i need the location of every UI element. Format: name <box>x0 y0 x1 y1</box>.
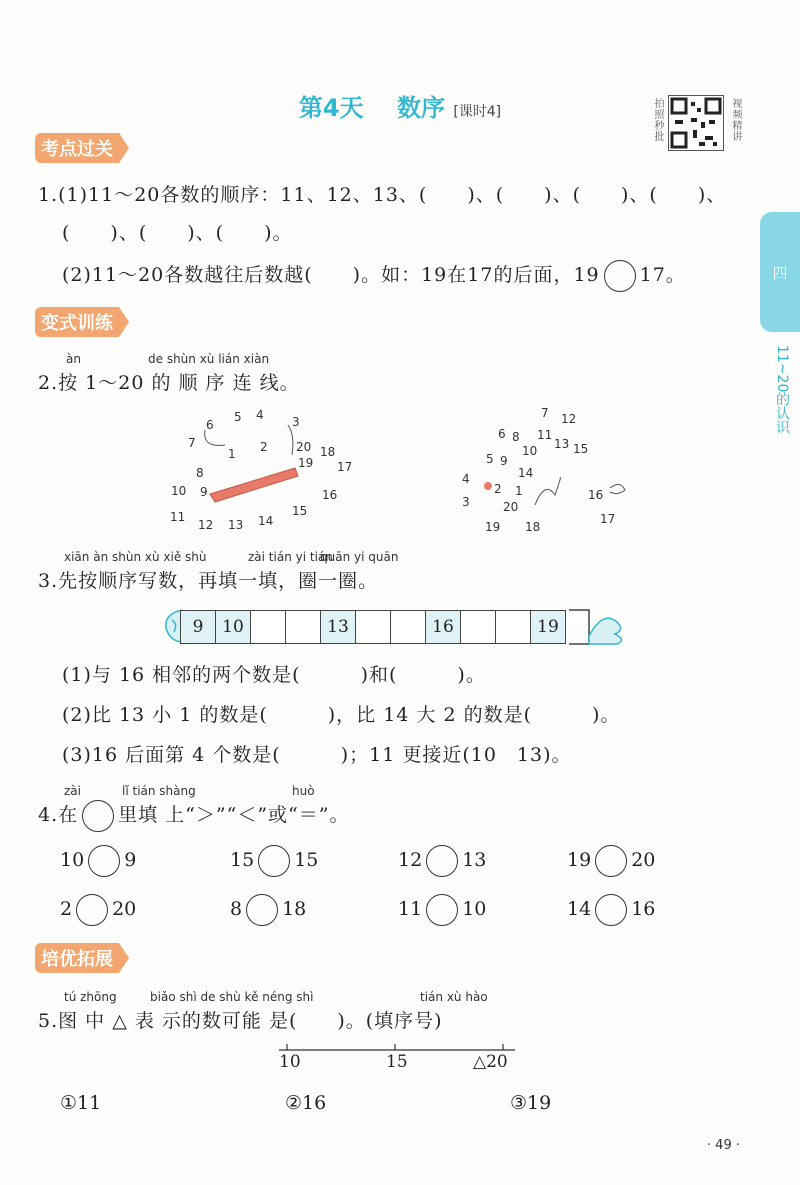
unit-side-tab <box>760 212 800 332</box>
q3-pinyin-2: zài tián yi tián <box>248 550 333 564</box>
number-line-tick: △20 <box>473 1052 508 1072</box>
q1-line2: ( )、( )、( )。 <box>62 222 293 244</box>
section-tag-2: 变式训练 <box>35 307 119 337</box>
q1-part2-end: 17。 <box>639 264 686 286</box>
dot-label: 20 <box>503 500 519 514</box>
strip-cell[interactable] <box>391 611 426 643</box>
q4-pinyin-2: lǐ tián shàng <box>122 784 196 798</box>
circle-icon <box>82 800 114 832</box>
number-line-tick: 15 <box>386 1052 408 1072</box>
dot-label: 15 <box>292 504 308 518</box>
compare-item: 19 20 <box>567 845 655 877</box>
q4-text <box>38 800 349 832</box>
dot-label: 10 <box>171 484 187 498</box>
compare-circle[interactable] <box>88 845 120 877</box>
strip-cell: 13 <box>321 611 356 643</box>
dot-label: 6 <box>206 418 214 432</box>
q2-pinyin-1: àn <box>66 352 81 366</box>
q3-text: 3.先按顺序写数，再填一填，圈一圈。 <box>38 570 379 592</box>
dot-label: 4 <box>462 472 470 486</box>
q4-pinyin-1: zài <box>64 784 81 798</box>
q4-text-a: 4.在 <box>38 804 79 826</box>
compare-circle[interactable] <box>426 894 458 926</box>
dot-label: 16 <box>322 488 338 502</box>
q3-sub3: (3)16 后面第 4 个数是( )；11 更接近(10 13)。 <box>62 744 572 766</box>
dot-label: 2 <box>494 482 502 496</box>
lesson-label: [课时4] <box>453 104 502 120</box>
compare-circle[interactable] <box>595 894 627 926</box>
q5-pinyin-2: biǎo shì de shù kě néng shì <box>150 990 314 1004</box>
q1-line3 <box>62 260 686 292</box>
qr-right-label: 视频精讲 <box>730 98 741 142</box>
compare-item: 10 9 <box>60 845 136 877</box>
dot-label: 9 <box>200 485 208 499</box>
q5-text: 5.图 中 △ 表 示的数可能 是( )。(填序号) <box>38 1010 443 1032</box>
q4-text-b: 里填 上“＞”“＜”或“＝”。 <box>118 804 350 826</box>
q5-option[interactable]: ②16 <box>285 1092 327 1114</box>
q3-pinyin-1: xiān àn shùn xù xiě shù <box>64 550 207 564</box>
compare-circle[interactable] <box>76 894 108 926</box>
dot-label: 1 <box>515 484 523 498</box>
compare-circle[interactable] <box>258 845 290 877</box>
dot-label: 5 <box>486 452 494 466</box>
dot-label: 15 <box>573 442 589 456</box>
q3-sub1: (1)与 16 相邻的两个数是( )和( )。 <box>62 664 486 686</box>
dot-label: 7 <box>188 436 196 450</box>
dot-label: 14 <box>258 514 274 528</box>
qr-code-icon[interactable] <box>668 95 724 151</box>
dot-label: 3 <box>292 415 300 429</box>
dot-label: 19 <box>298 456 314 470</box>
dot-label: 16 <box>588 488 604 502</box>
dot-label: 12 <box>561 412 577 426</box>
compare-circle[interactable] <box>426 845 458 877</box>
strip-cell[interactable] <box>496 611 531 643</box>
page-number: · 49 · <box>706 1138 740 1153</box>
dot-label: 6 <box>498 427 506 441</box>
q2-text: 2.按 1～20 的 顺 序 连 线。 <box>38 372 300 394</box>
dot-label: 9 <box>500 454 508 468</box>
dot-label: 7 <box>541 406 549 420</box>
dot-label: 2 <box>260 440 268 454</box>
q4-pinyin-3: huò <box>292 784 315 798</box>
strip-cell[interactable] <box>356 611 391 643</box>
strip-cell: 16 <box>426 611 461 643</box>
compare-item: 8 18 <box>230 894 306 926</box>
q5-option[interactable]: ①11 <box>60 1092 102 1114</box>
q5-pinyin-1: tú zhōng <box>64 990 117 1004</box>
q3-sub2: (2)比 13 小 1 的数是( )，比 14 大 2 的数是( )。 <box>62 704 621 726</box>
strip-cell[interactable] <box>286 611 321 643</box>
compare-item: 2 20 <box>60 894 136 926</box>
compare-item: 14 16 <box>567 894 655 926</box>
section-tag-1: 考点过关 <box>35 133 119 163</box>
dot-label: 8 <box>196 466 204 480</box>
dot-label: 11 <box>537 428 553 442</box>
strip-cell: 10 <box>216 611 251 643</box>
q2-pinyin-2: de shùn xù lián xiàn <box>148 352 270 366</box>
dot-label: 18 <box>525 520 541 534</box>
chapter-side-label: 11~20的认识 <box>774 345 790 435</box>
qr-left-label: 拍照秒批 <box>652 98 663 142</box>
dot-label: 10 <box>522 444 538 458</box>
compare-circle[interactable] <box>604 260 636 292</box>
q5-pinyin-3: tián xù hào <box>420 990 488 1004</box>
q5-option[interactable]: ③19 <box>510 1092 552 1114</box>
dot-label: 19 <box>485 520 501 534</box>
dot-label: 17 <box>337 460 353 474</box>
dot-label: 14 <box>518 466 534 480</box>
compare-circle[interactable] <box>595 845 627 877</box>
dot-label: 13 <box>554 437 570 451</box>
number-strip <box>180 610 566 644</box>
q1-part2-text: (2)11～20各数越往后数越( )。如：19在17的后面，19 <box>62 264 600 286</box>
dot-label: 4 <box>256 408 264 422</box>
dot-label: 18 <box>320 445 336 459</box>
strip-cell: 9 <box>181 611 216 643</box>
day-label: 第4天 <box>298 94 364 122</box>
number-line-tick: 10 <box>279 1052 301 1072</box>
topic-label: 数序 <box>396 94 445 122</box>
dot-label: 12 <box>198 518 214 532</box>
strip-right-wave-icon <box>567 606 629 648</box>
unit-number: 四 <box>772 264 788 282</box>
dot-label: 20 <box>296 440 312 454</box>
dot-label: 13 <box>228 518 244 532</box>
compare-item: 12 13 <box>398 845 486 877</box>
strip-cell[interactable] <box>251 611 286 643</box>
section-tag-3: 培优拓展 <box>35 943 119 973</box>
dot-label: 5 <box>234 410 242 424</box>
strip-cell: 19 <box>531 611 565 643</box>
q1-line1: 1.(1)11～20各数的顺序：11、12、13、( )、( )、( )、( )、 <box>38 184 727 206</box>
q3-pinyin-3: quān yi quān <box>320 550 399 564</box>
compare-circle[interactable] <box>246 894 278 926</box>
strip-cell[interactable] <box>461 611 496 643</box>
dot-label: 1 <box>228 447 236 461</box>
dot-label: 3 <box>462 495 470 509</box>
dot-label: 17 <box>600 512 616 526</box>
compare-item: 11 10 <box>398 894 486 926</box>
compare-item: 15 15 <box>230 845 318 877</box>
dot-label: 11 <box>170 510 186 524</box>
dot-label: 8 <box>512 430 520 444</box>
